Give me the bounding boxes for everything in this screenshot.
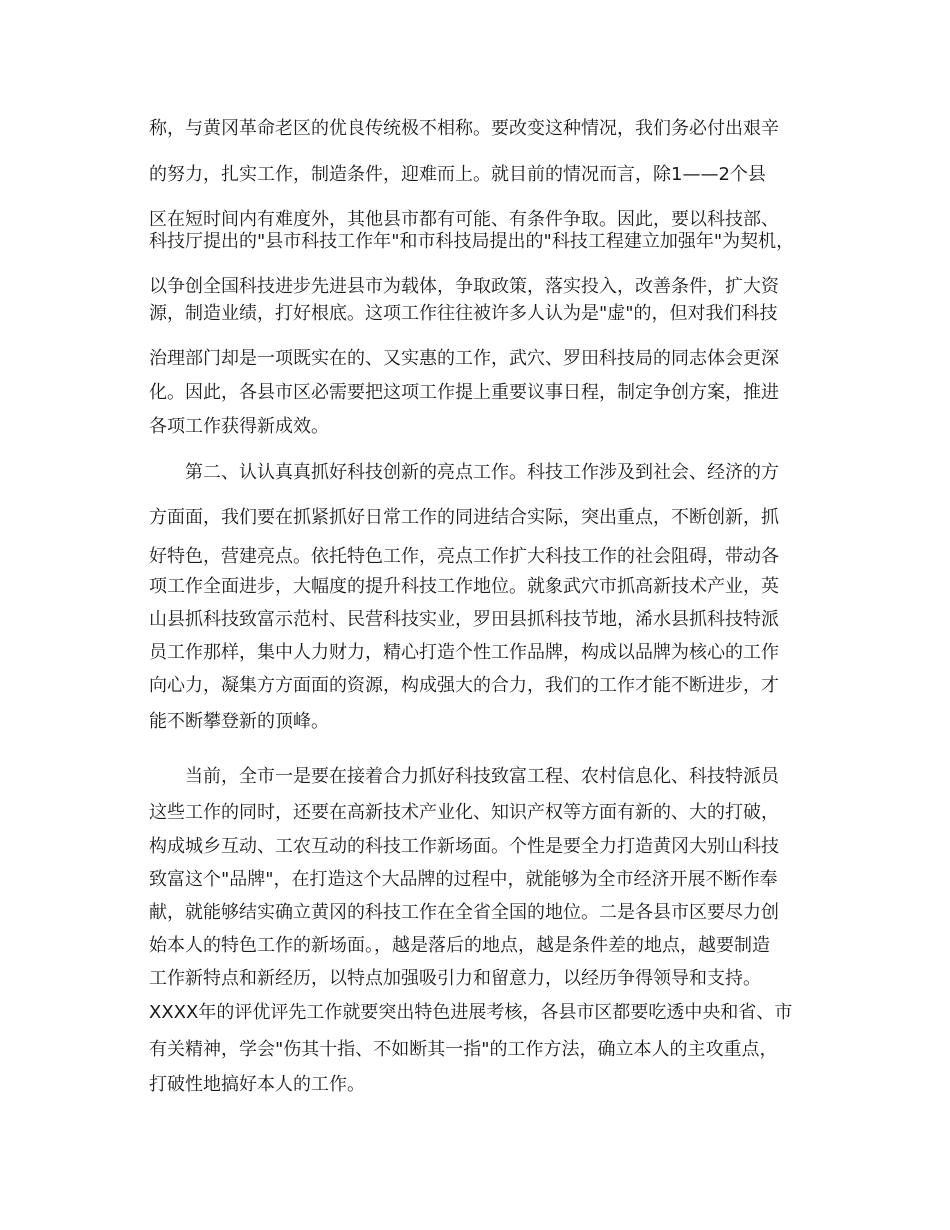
text-line-8: 化。因此，各县市区必需要把这项工作提上重要议事日程，制定争创方案，推进 bbox=[149, 382, 779, 403]
text-line-14: 山县抓科技致富示范村、民营科技实业，罗田县抓科技节地，浠水县抓科技特派 bbox=[149, 609, 779, 630]
text-line-2: 的努力，扎实工作，制造条件，迎难而上。就目前的情况而言，除1——2个县 bbox=[149, 164, 766, 185]
text-line-10: 第二、认认真真抓好科技创新的亮点工作。科技工作涉及到社会、经济的方 bbox=[185, 462, 779, 483]
text-line-5: 以争创全国科技进步先进县市为载体，争取政策，落实投入，改善条件，扩大资 bbox=[149, 276, 779, 297]
text-line-17: 能不断攀登新的顶峰。 bbox=[149, 711, 329, 732]
text-line-18: 当前，全市一是要在接着合力抓好科技致富工程、农村信息化、科技特派员 bbox=[185, 766, 779, 787]
text-line-26: 有关精神，学会"伤其十指、不如断其一指"的工作方法，确立本人的主攻重点， bbox=[149, 1039, 778, 1060]
text-line-23: 始本人的特色工作的新场面。，越是落后的地点，越是条件差的地点，越要制造 bbox=[149, 935, 770, 956]
text-line-22: 献，就能够结实确立黄冈的科技工作在全省全国的地位。二是各县市区要尽力创 bbox=[149, 902, 779, 923]
text-line-12: 好特色，营建亮点。依托特色工作，亮点工作扩大科技工作的社会阻碍，带动各 bbox=[149, 546, 779, 567]
text-line-3: 区在短时间内有难度外，其他县市都有可能、有条件争取。因此，要以科技部、 bbox=[149, 209, 779, 230]
text-line-24: 工作新特点和新经历，以特点加强吸引力和留意力，以经历争得领导和支持。 bbox=[149, 968, 761, 989]
text-line-15: 员工作那样，集中人力财力，精心打造个性工作品牌，构成以品牌为核心的工作 bbox=[149, 642, 779, 663]
text-line-1: 称，与黄冈革命老区的优良传统极不相称。要改变这种情况，我们务必付出艰辛 bbox=[149, 118, 779, 139]
text-line-19: 这些工作的同时，还要在高新技术产业化、知识产权等方面有新的、大的打破， bbox=[149, 802, 779, 823]
text-line-9: 各项工作获得新成效。 bbox=[149, 416, 329, 437]
text-line-11: 方面面，我们要在抓紧抓好日常工作的同进结合实际，突出重点，不断创新，抓 bbox=[149, 507, 779, 528]
text-line-16: 向心力，凝集方方面面的资源，构成强大的合力，我们的工作才能不断进步，才 bbox=[149, 675, 779, 696]
text-line-27: 打破性地搞好本人的工作。 bbox=[149, 1074, 365, 1095]
text-line-4: 科技厅提出的"县市科技工作年"和市科技局提出的"科技工程建立加强年"为契机， bbox=[149, 231, 795, 252]
text-line-7: 治理部门却是一项既实在的、又实惠的工作，武穴、罗田科技局的同志体会更深 bbox=[149, 348, 779, 369]
text-line-20: 构成城乡互动、工农互动的科技工作新场面。个性是要全力打造黄冈大别山科技 bbox=[149, 836, 779, 857]
text-line-6: 源，制造业绩，打好根底。这项工作往往被许多人认为是"虚"的，但对我们科技 bbox=[149, 303, 778, 324]
text-line-21: 致富这个"品牌"，在打造这个大品牌的过程中，就能够为全市经济开展不断作奉 bbox=[149, 869, 778, 890]
text-line-25: XXXX年的评优评先工作就要突出特色进展考核，各县市区都要吃透中央和省、市 bbox=[149, 1002, 793, 1023]
text-line-13: 项工作全面进步，大幅度的提升科技工作地位。就象武穴市抓高新技术产业，英 bbox=[149, 576, 779, 597]
